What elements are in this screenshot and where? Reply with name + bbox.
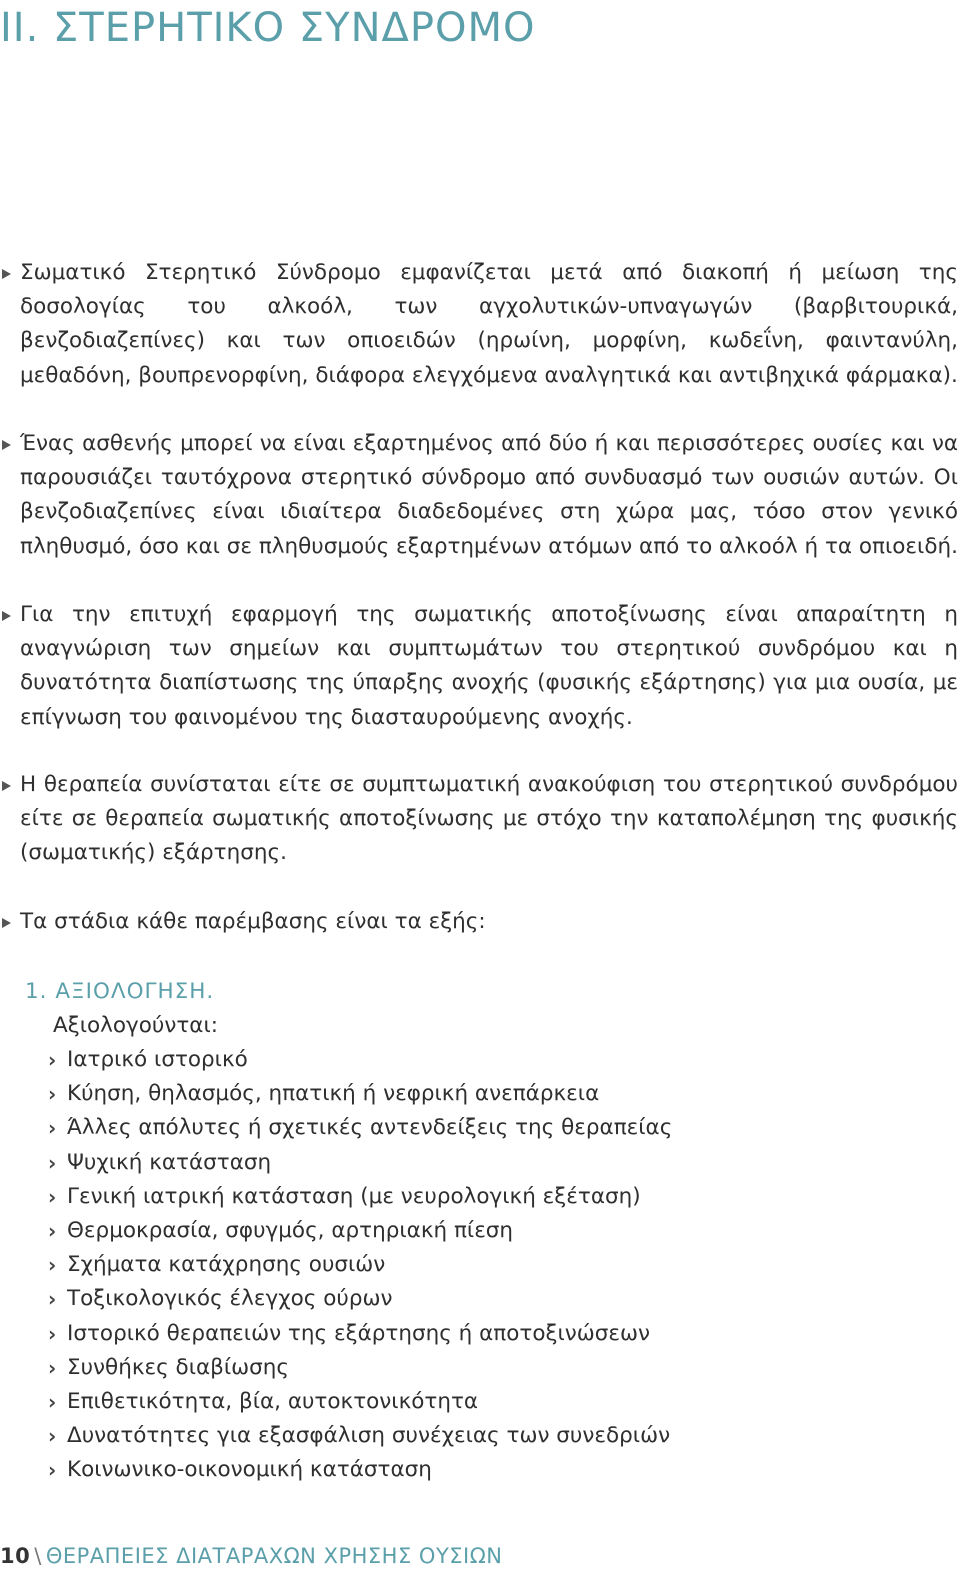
triangle-bullet-icon bbox=[2, 611, 11, 621]
list-item-label: Σχήματα κατάχρησης ουσιών bbox=[67, 1252, 386, 1278]
running-title: ΘΕΡΑΠΕΙΕΣ ΔΙΑΤΑΡΑΧΩΝ ΧΡΗΣΗΣ ΟΥΣΙΩΝ bbox=[45, 1544, 503, 1568]
triangle-bullet-icon bbox=[2, 269, 11, 279]
paragraph-1 bbox=[0, 256, 958, 393]
triangle-bullet-icon bbox=[2, 781, 11, 791]
list-item-label: Θερμοκρασία, σφυγμός, αρτηριακή πίεση bbox=[67, 1217, 514, 1243]
list-item bbox=[48, 1419, 672, 1453]
list-item-label: Επιθετικότητα, βία, αυτοκτονικότητα bbox=[67, 1388, 479, 1414]
page-title: ΙΙ. ΣΤΕΡΗΤΙΚΟ ΣΥΝΔΡΟΜΟ bbox=[0, 5, 536, 51]
list-item-label: Δυνατότητες για εξασφάλιση συνέχειας των συνεδριών bbox=[67, 1423, 671, 1449]
list-item bbox=[48, 1146, 672, 1180]
list-item-label: Ιστορικό θεραπειών της εξάρτησης ή αποτοξινώσεων bbox=[67, 1320, 651, 1346]
list-item-label: Τοξικολογικός έλεγχος ούρων bbox=[67, 1286, 393, 1312]
list-item bbox=[48, 1282, 672, 1316]
paragraph-text: Ένας ασθενής μπορεί να είναι εξαρτημένος από δύο ή και περισσότερες ουσίες και να παρουσιάζει ταυτόχρονα στερητικό σύνδρομο από συνδυασμό των ουσιών αυτών. Οι βενζοδιαζεπίνες είναι ιδιαίτερα διαδεδομένες στη χώρα μας, τόσο στον γενικό πληθυσμό, όσο και σε πληθυσμούς εξαρτημένων ατόμων από το αλκοόλ ή τα οπιοειδή. bbox=[20, 431, 958, 559]
paragraph-5 bbox=[0, 905, 958, 939]
chevron-right-icon: › bbox=[48, 1048, 57, 1072]
paragraph-text: Η θεραπεία συνίσταται είτε σε συμπτωματική ανακούφιση του στερητικού συνδρόμου είτε σε θεραπεία σωματικής αποτοξίνωσης με στόχο την καταπολέμηση της φυσικής (σωματικής) εξάρτησης. bbox=[20, 772, 958, 866]
list-item-label: Ψυχική κατάσταση bbox=[67, 1149, 272, 1175]
section-heading: 1. ΑΞΙΟΛΟΓΗΣΗ. bbox=[25, 979, 215, 1004]
chevron-right-icon: › bbox=[48, 1253, 57, 1278]
list-item-label: Συνθήκες διαβίωσης bbox=[67, 1354, 290, 1380]
list-item bbox=[48, 1248, 672, 1282]
chevron-right-icon: › bbox=[48, 1184, 57, 1209]
footer-separator: \ bbox=[34, 1544, 42, 1568]
chevron-right-icon: › bbox=[48, 1218, 57, 1243]
chevron-right-icon: › bbox=[48, 1287, 57, 1312]
list-item bbox=[48, 1180, 672, 1214]
paragraph-4 bbox=[0, 768, 958, 871]
chevron-right-icon: › bbox=[48, 1458, 57, 1483]
chevron-right-icon: › bbox=[48, 1321, 57, 1346]
list-item bbox=[48, 1111, 672, 1145]
list-item-label: Κύηση, θηλασμός, ηπατική ή νεφρική ανεπάρκεια bbox=[67, 1081, 600, 1107]
list-item bbox=[48, 1043, 672, 1077]
list-item bbox=[48, 1214, 672, 1248]
page-footer bbox=[0, 1542, 503, 1570]
list-item-label: Ιατρικό ιστορικό bbox=[67, 1047, 248, 1072]
chevron-right-icon: › bbox=[48, 1424, 57, 1449]
chevron-right-icon: › bbox=[48, 1389, 57, 1414]
page-number: 10 bbox=[0, 1544, 31, 1568]
list-item bbox=[48, 1351, 672, 1385]
section-intro: Αξιολογούνται: bbox=[53, 1013, 218, 1038]
chevron-right-icon: › bbox=[48, 1116, 57, 1141]
triangle-bullet-icon bbox=[2, 440, 11, 450]
assessment-list bbox=[48, 1043, 672, 1487]
paragraph-2 bbox=[0, 427, 958, 564]
paragraph-text: Για την επιτυχή εφαρμογή της σωματικής αποτοξίνωσης είναι απαραίτητη η αναγνώριση των σημείων και συμπτωμάτων του στερητικού συνδρόμου και η δυνατότητα διαπίστωσης της ύπαρξης ανοχής (φυσικής εξάρτησης) για μια ουσία, με επίγνωση του φαινομένου της διασταυρούμενης ανοχής. bbox=[20, 602, 958, 730]
list-item bbox=[48, 1453, 672, 1487]
paragraph-3 bbox=[0, 598, 958, 735]
list-item bbox=[48, 1077, 672, 1111]
list-item-label: Άλλες απόλυτες ή σχετικές αντενδείξεις της θεραπείας bbox=[67, 1115, 673, 1141]
list-item bbox=[48, 1385, 672, 1419]
list-item-label: Κοινωνικο-οικονομική κατάσταση bbox=[67, 1457, 432, 1483]
list-item-label: Γενική ιατρική κατάσταση (με νευρολογική εξέταση) bbox=[67, 1183, 641, 1209]
list-item bbox=[48, 1317, 672, 1351]
paragraph-text: Τα στάδια κάθε παρέμβασης είναι τα εξής: bbox=[20, 909, 486, 934]
chevron-right-icon: › bbox=[48, 1355, 57, 1380]
paragraph-text: Σωματικό Στερητικό Σύνδρομο εμφανίζεται μετά από διακοπή ή μείωση της δοσολογίας του αλκοόλ, των αγχολυτικών-υπναγωγών (βαρβιτουρικά, βενζοδιαζεπίνες) και των οπιοειδών (ηρωίνη, μορφίνη, κωδεΐνη, φαιντανύλη, μεθαδόνη, βουπρενορφίνη, διάφορα ελεγχόμενα αναλγητικά και αντιβηχικά φάρμακα). bbox=[20, 260, 958, 388]
chevron-right-icon: › bbox=[48, 1150, 57, 1175]
triangle-bullet-icon bbox=[2, 918, 11, 928]
chevron-right-icon: › bbox=[48, 1082, 57, 1107]
